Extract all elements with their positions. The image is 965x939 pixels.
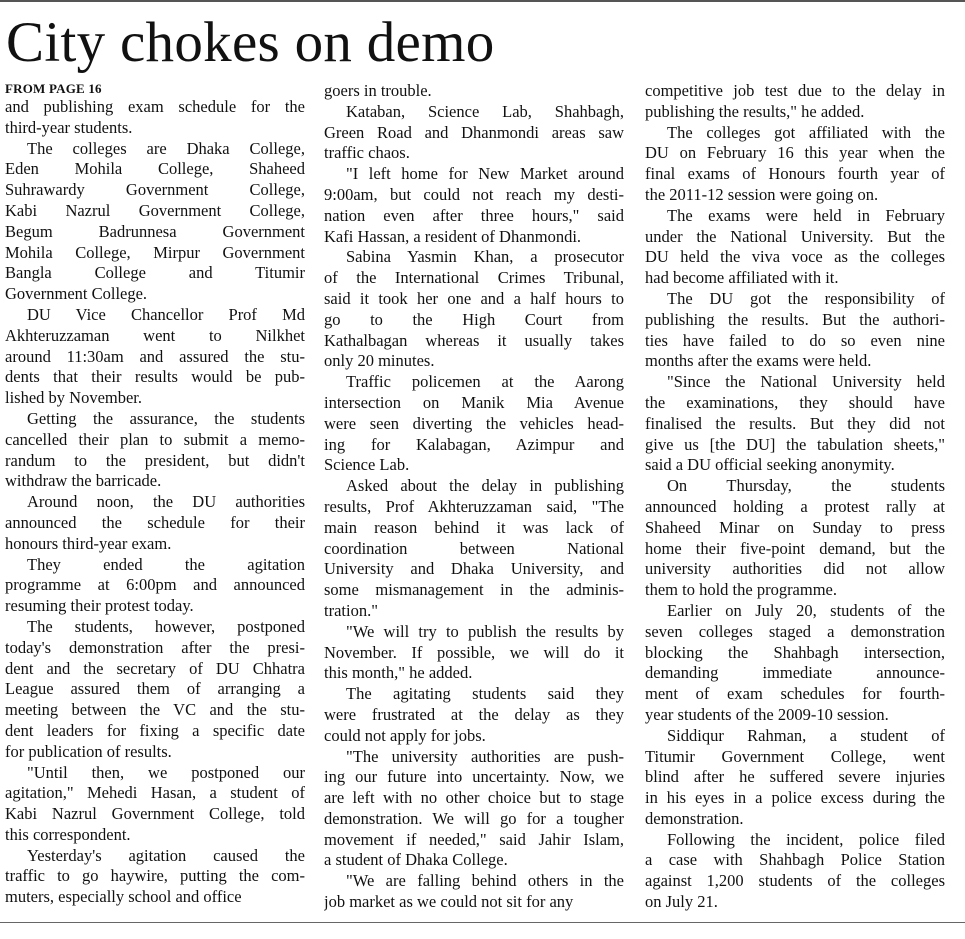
text-line: some mismanagement in the adminis- [324,580,624,600]
text-line: Kabi Nazrul Government College, told [5,804,305,824]
text-line: had become affiliated with it. [645,268,839,288]
text-line: nation even after three hours," said [324,205,624,225]
text-line: Mohila College, Mirpur Government [5,242,305,262]
article-paragraph [324,102,624,164]
text-line: cancelled their plan to submit a memo- [5,429,305,449]
text-line: ment of exam schedules for fourth- [645,684,945,704]
text-line: Asked about the delay in publishing [346,476,624,496]
text-line: around 11:30am and assured the stu- [5,346,305,366]
text-line: League assured them of arranging a [5,679,305,699]
article-paragraph [324,164,624,247]
text-line: announced holding a protest rally at [645,496,945,516]
text-line: The colleges are Dhaka College, [27,138,305,158]
text-line: withdraw the barricade. [5,471,162,491]
text-line: could not apply for jobs. [324,725,486,745]
article-paragraph [5,617,305,763]
text-line: goers in trouble. [324,81,432,100]
text-line: traffic chaos. [324,143,410,163]
text-line: Titumir Government College, went [645,746,945,766]
article-paragraph [5,97,305,139]
text-line: "The university authorities are push- [346,746,624,766]
text-line: dent and the secretary of DU Chhatra [5,658,305,678]
text-line: third-year students. [5,117,133,137]
article-paragraph [324,81,624,102]
text-line: main reason behind it was lack of [324,517,624,537]
article-paragraph [5,139,305,305]
text-line: of the International Crimes Tribunal, [324,268,624,288]
text-line: dent leaders for fixing a specific date [5,720,305,740]
text-line: were frustrated at the delay as they [324,704,624,724]
text-line: demonstration. We will go for a tougher [324,808,624,828]
article-paragraph [5,409,305,492]
text-line: on July 21. [645,892,718,912]
text-line: Traffic policemen at the Aarong [346,372,624,392]
article-paragraph [645,123,945,206]
text-line: were seen diverting the vehicles head- [324,413,624,433]
article-paragraph [324,684,624,746]
text-line: a student of Dhaka College. [324,850,508,870]
text-line: coordination between National [324,538,624,558]
text-line: publishing the results. But the authori- [645,309,945,329]
article-paragraph [324,747,624,872]
article-paragraph [324,476,624,622]
text-line: year students of the 2009-10 session. [645,704,889,724]
article-paragraph [645,289,945,372]
text-line: muters, especially school and office [5,887,242,907]
text-line: University and Dhaka University, and [324,559,624,579]
text-line: DU held the viva voce as the colleges [645,247,945,267]
article-paragraph [5,846,305,908]
article-paragraph [645,726,945,830]
text-line: give us [the DU] the tabulation sheets," [645,434,945,454]
text-line: On Thursday, the students [667,476,945,496]
text-line: said it took her one and a half hours to [324,288,624,308]
text-line: honours third-year exam. [5,533,172,553]
text-line: The students, however, postponed [27,616,305,636]
text-line: Kataban, Science Lab, Shahbagh, [346,101,624,121]
text-line: the 2011-12 session were going on. [645,184,879,204]
text-line: competitive job test due to the delay in [645,81,945,100]
text-line: Kathalbagan whereas it usually takes [324,330,624,350]
text-line: traffic to go haywire, putting the com- [5,866,305,886]
text-line: movement if needed," said Jahir Islam, [324,829,624,849]
top-rule [0,0,965,2]
article-column-1 [5,81,305,908]
article-paragraph [645,206,945,289]
text-line: Following the incident, police filed [667,829,945,849]
article-paragraph [645,601,945,726]
text-line: "We are falling behind others in the [346,871,624,891]
text-line: Eden Mohila College, Shaheed [5,159,305,179]
text-line: demanding immediate announce- [645,663,945,683]
text-line: Bangla College and Titumir [5,263,305,283]
text-line: them to hold the programme. [645,580,837,600]
article-column-2 [324,81,624,913]
text-line: The exams were held in February [667,205,945,225]
text-line: Kabi Nazrul Government College, [5,200,305,220]
text-line: results, Prof Akhteruzzaman said, "The [324,496,624,516]
text-line: Yesterday's agitation caused the [27,845,305,865]
text-line: go to the High Court from [324,309,624,329]
text-line: 9:00am, but could not reach my desti- [324,184,624,204]
text-line: "I left home for New Market around [346,164,624,184]
text-line: Around noon, the DU authorities [27,492,305,512]
text-line: Shaheed Minar on Sunday to press [645,517,945,537]
text-line: November. If possible, we will do it [324,642,624,662]
text-line: resuming their protest today. [5,596,194,616]
text-line: Sabina Yasmin Khan, a prosecutor [346,247,624,267]
jump-label: FROM PAGE 16 [5,81,102,96]
text-line: university authorities did not allow [645,559,945,579]
text-line: are left with no other choice but to stage [324,788,624,808]
article-paragraph [324,247,624,372]
text-line: Science Lab. [324,455,410,475]
text-line: dents that their results would be pub- [5,367,305,387]
text-line: programme at 6:00pm and announced [5,575,305,595]
text-line: Earlier on July 20, students of the [667,600,945,620]
text-line: agitation," Mehedi Hasan, a student of [5,783,305,803]
bottom-rule [0,922,965,923]
text-line: "Until then, we postponed our [27,762,305,782]
text-line: today's demonstration after the presi- [5,637,305,657]
text-line: The DU got the responsibility of [667,288,945,308]
text-line: the examinations, they should have [645,392,945,412]
text-line: ties have failed to do so even nine [645,330,945,350]
article-paragraph [324,622,624,684]
article-paragraph [5,555,305,617]
text-line: randum to the president, but didn't [5,450,305,470]
article-paragraph [645,476,945,601]
text-line: blind after he suffered severe injuries [645,767,945,787]
text-line: said a DU official seeking anonymity. [645,455,895,475]
text-line: Akhteruzzaman went to Nilkhet [5,325,305,345]
text-line: final exams of Honours fourth year of [645,164,945,184]
text-line: publishing the results," he added. [645,101,865,121]
text-line: Kafi Hassan, a resident of Dhanmondi. [324,226,582,246]
text-line: DU Vice Chancellor Prof Md [27,304,305,324]
text-line: intersection on Manik Mia Avenue [324,392,624,412]
text-line: in his eyes in a police excess during the [645,788,945,808]
article-paragraph [645,830,945,913]
text-line: only 20 minutes. [324,351,435,371]
text-line: Begum Badrunnesa Government [5,221,305,241]
text-line: Siddiqur Rahman, a student of [667,725,945,745]
text-line: demonstration. [645,808,744,828]
text-line: Government College. [5,284,148,304]
text-line: job market as we could not sit for any [324,892,574,912]
text-line: The agitating students said they [346,684,624,704]
text-line: Suhrawardy Government College, [5,180,305,200]
text-line: and publishing exam schedule for the [5,97,305,116]
text-line: DU on February 16 this year when the [645,143,945,163]
article-paragraph [324,871,624,913]
text-line: finalised the results. But they did not [645,413,945,433]
text-line: tration." [324,600,378,620]
article-paragraph [324,372,624,476]
article-paragraph [5,763,305,846]
text-line: ing our future into uncertainty. Now, we [324,767,624,787]
text-line: under the National University. But the [645,226,945,246]
article-column-3 [645,81,945,913]
text-line: a case with Shahbagh Police Station [645,850,945,870]
article-paragraph [5,492,305,554]
text-line: blocking the Shahbagh intersection, [645,642,945,662]
text-line: The colleges got affiliated with the [667,122,945,142]
text-line: meeting between the VC and the stu- [5,700,305,720]
headline: City chokes on demo [6,11,495,74]
text-line: months after the exams were held. [645,351,872,371]
text-line: home their five-point demand, but the [645,538,945,558]
text-line: this correspondent. [5,824,131,844]
article-paragraph [645,372,945,476]
text-line: Green Road and Dhanmondi areas saw [324,122,624,142]
text-line: "We will try to publish the results by [346,621,624,641]
text-line: Getting the assurance, the students [27,408,305,428]
text-line: for publication of results. [5,741,172,761]
article-paragraph [645,81,945,123]
article-paragraph [5,305,305,409]
text-line: against 1,200 students of the colleges [645,871,945,891]
text-line: seven colleges staged a demonstration [645,621,945,641]
text-line: lished by November. [5,388,143,408]
text-line: this month," he added. [324,663,473,683]
text-line: "Since the National University held [667,372,945,392]
text-line: ing for Kalabagan, Azimpur and [324,434,624,454]
text-line: They ended the agitation [27,554,305,574]
text-line: announced the schedule for their [5,512,305,532]
